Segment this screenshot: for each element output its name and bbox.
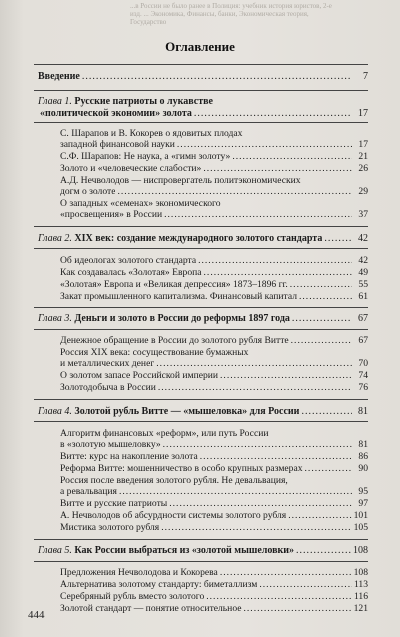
toc-item-text: А. Нечволодов об абсурдности системы золотого рубля: [60, 510, 287, 521]
toc-item-page: 67: [358, 335, 368, 346]
toc-item-text: Алгоритм финансовых «реформ», или путь России: [60, 428, 269, 439]
toc-item-text: Альтернатива золотому стандарту: биметаллизм: [60, 579, 258, 590]
toc-item-text: Об идеологах золотого стандарта: [60, 255, 197, 266]
chapter-4-page: 81: [358, 406, 368, 417]
leader-dots: [290, 279, 352, 290]
toc-item: [60, 209, 368, 220]
chapter-3-title: Деньги и золото в России до реформы 1897 года: [74, 313, 290, 324]
chapter-5-page: 108: [353, 545, 368, 556]
chapter-4-title: Золотой рубль Витте — «мышеловка» для России: [74, 406, 300, 417]
running-head-bleed: ...в России не было ранее в Полиция: учебник история юристов, 2-е изд. ... Экономика, Финансы, банки, Экономическая теория, Государство: [130, 2, 332, 26]
toc-item-text: Мистика золотого рубля: [60, 522, 160, 533]
toc-item: [60, 186, 368, 197]
leader-dots: [232, 151, 352, 162]
toc-item-page: 70: [358, 358, 368, 369]
leader-dots: [194, 108, 352, 119]
toc-item-text: Как создавалась «Золотая» Европа: [60, 267, 202, 278]
chapter-1-heading: [40, 108, 368, 119]
leader-dots: [82, 71, 352, 82]
toc-item: [60, 279, 368, 290]
divider: [34, 307, 368, 308]
toc-item-page: 97: [358, 498, 368, 509]
chapter-1-heading-line1: [38, 96, 213, 107]
leader-dots: [156, 358, 352, 369]
toc-item-text: Золотой стандарт — понятие относительное: [60, 603, 242, 614]
toc-item-text: Россия XIX века: сосуществование бумажных: [60, 347, 249, 358]
leader-dots: [119, 486, 352, 497]
toc-item-page: 108: [353, 567, 368, 578]
toc-item: [60, 335, 368, 346]
chapter-5-heading: [38, 545, 368, 556]
toc-item-page: 76: [358, 382, 368, 393]
leader-dots: [299, 291, 352, 302]
chapter-3-page: 67: [358, 313, 368, 324]
toc-item-text: Реформа Витте: мошенничество в особо крупных размерах: [60, 463, 303, 474]
toc-item-text: и металлических денег: [60, 358, 155, 369]
chapter-3-number: Глава 3.: [38, 313, 72, 324]
leader-dots: [301, 406, 352, 417]
toc-item-page: 121: [353, 603, 368, 614]
toc-item-page: 74: [358, 370, 368, 381]
chapter-4-heading: [38, 406, 368, 417]
leader-dots: [206, 591, 352, 602]
toc-item-text: «Золотая» Европа и «Великая депрессия» 1873–1896 гг.: [60, 279, 288, 290]
leader-dots: [244, 603, 352, 614]
leader-dots: [203, 163, 352, 174]
toc-item: [60, 522, 368, 533]
chapter-1-page: 17: [358, 108, 368, 119]
toc-item: [60, 591, 368, 602]
chapter-2-number: Глава 2.: [38, 233, 72, 244]
leader-dots: [259, 579, 352, 590]
toc-item: [60, 267, 368, 278]
toc-item-text: Закат промышленного капитализма. Финансовый капитал: [60, 291, 297, 302]
toc-item-text: Витте: курс на накопление золота: [60, 451, 198, 462]
toc-item: [60, 567, 368, 578]
divider: [34, 561, 368, 562]
toc-item-text: А.Д. Нечволодов — ниспровергатель политэкономических: [60, 175, 301, 186]
divider: [34, 329, 368, 330]
toc-item-page: 116: [353, 591, 368, 602]
toc-item: [60, 439, 368, 450]
leader-dots: [117, 186, 352, 197]
leader-dots: [220, 370, 352, 381]
toc-item-page: 101: [353, 510, 368, 521]
leader-dots: [200, 451, 352, 462]
leader-dots: [292, 313, 352, 324]
toc-item-page: 113: [353, 579, 368, 590]
toc-item-text: О золотом запасе Российской империи: [60, 370, 219, 381]
toc-item-text: Витте и русские патриоты: [60, 498, 168, 509]
toc-item-page: 21: [358, 151, 368, 162]
divider: [34, 539, 368, 540]
toc-item-page: 26: [358, 163, 368, 174]
divider: [34, 122, 368, 123]
chapter-4-number: Глава 4.: [38, 406, 72, 417]
leader-dots: [291, 335, 352, 346]
chapter-5-number: Глава 5.: [38, 545, 72, 556]
chapter-1-title-line1: Русские патриоты о лукавстве: [74, 96, 213, 107]
chapter-2-heading: [38, 233, 368, 244]
leader-dots: [158, 382, 352, 393]
leader-dots: [324, 233, 352, 244]
leader-dots: [288, 510, 351, 521]
toc-item: [60, 486, 368, 497]
leader-dots: [169, 498, 352, 509]
divider: [34, 248, 368, 249]
toc-item-text: С.Ф. Шарапов: Не наука, а «гимн золоту»: [60, 151, 231, 162]
leader-dots: [204, 267, 352, 278]
toc-item: [60, 255, 368, 266]
toc-item-text: Предложения Нечволодова и Кокорева: [60, 567, 218, 578]
toc-item-text: Денежное обращение в России до золотого рубля Витте: [60, 335, 289, 346]
toc-entry-intro: [38, 71, 368, 82]
toc-item-text: С. Шарапов и В. Кокорев о ядовитых плодах: [60, 128, 243, 139]
leader-dots: [296, 545, 351, 556]
toc-item-text: а ревальвация: [60, 486, 117, 497]
toc-item: [60, 291, 368, 302]
chapter-2-page: 42: [358, 233, 368, 244]
toc-item: [60, 451, 368, 462]
page-number: 444: [28, 609, 45, 621]
toc-item: [60, 579, 368, 590]
chapter-1-number: Глава 1.: [38, 96, 72, 107]
toc-item-page: 17: [358, 139, 368, 150]
toc-item-page: 95: [358, 486, 368, 497]
chapter-2-title: XIX век: создание международного золотого стандарта: [74, 233, 323, 244]
divider: [34, 399, 368, 400]
toc-item: [60, 510, 368, 521]
toc-item-text: Россия после введения золотого рубля. Не девальвация,: [60, 475, 288, 486]
toc-item: [60, 163, 368, 174]
chapter-1-title-line2: «политической экономии» золота: [40, 108, 192, 119]
toc-item-page: 49: [358, 267, 368, 278]
toc-item-page: 90: [358, 463, 368, 474]
toc-item-page: 37: [358, 209, 368, 220]
toc-item-text: западной финансовой науки: [60, 139, 175, 150]
leader-dots: [177, 139, 352, 150]
leader-dots: [198, 255, 352, 266]
toc-item-text: Золотодобыча в России: [60, 382, 156, 393]
toc-item-page: 55: [358, 279, 368, 290]
intro-label: Введение: [38, 71, 80, 82]
toc-item: [60, 370, 368, 381]
toc-item-text: О западных «семенах» экономического: [60, 198, 221, 209]
toc-item-page: 86: [358, 451, 368, 462]
toc-item-page: 81: [358, 439, 368, 450]
leader-dots: [220, 567, 352, 578]
divider: [34, 226, 368, 227]
leader-dots: [163, 439, 352, 450]
toc-title: Оглавление: [165, 39, 235, 54]
toc-item: [60, 382, 368, 393]
toc-item-text: в «золотую мышеловку»: [60, 439, 161, 450]
toc-item-text: Серебряный рубль вместо золотого: [60, 591, 205, 602]
leader-dots: [305, 463, 352, 474]
toc-item: [60, 358, 368, 369]
chapter-3-heading: [38, 313, 368, 324]
toc-item-text: догм о золоте: [60, 186, 116, 197]
toc-item-page: 42: [358, 255, 368, 266]
toc-item: [60, 603, 368, 614]
divider: [34, 64, 368, 65]
toc-item: [60, 139, 368, 150]
toc-item-page: 105: [353, 522, 368, 533]
toc-item-page: 29: [358, 186, 368, 197]
toc-item-page: 61: [358, 291, 368, 302]
intro-page: 7: [363, 71, 368, 82]
divider: [34, 421, 368, 422]
toc-item-text: Золото и «человеческие слабости»: [60, 163, 202, 174]
toc-item: [60, 151, 368, 162]
toc-item: [60, 463, 368, 474]
divider: [34, 90, 368, 91]
toc-item: [60, 498, 368, 509]
leader-dots: [164, 209, 352, 220]
toc-item-text: «просвещения» в России: [60, 209, 163, 220]
chapter-5-title: Как России выбраться из «золотой мышеловки»: [74, 545, 295, 556]
leader-dots: [161, 522, 351, 533]
